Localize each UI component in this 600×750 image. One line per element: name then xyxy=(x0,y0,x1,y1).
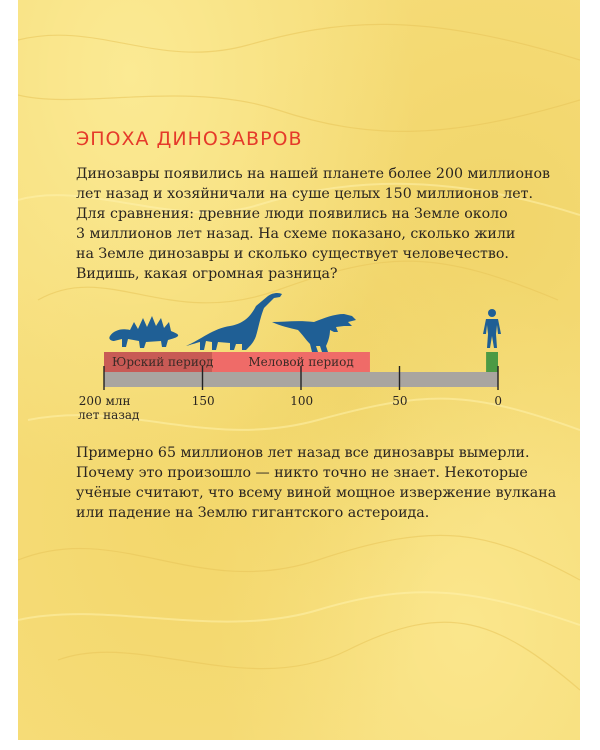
intro-line: 3 миллионов лет назад. На схеме показано, сколько жили xyxy=(76,226,516,242)
intro-line: Динозавры появились на нашей планете более 200 миллионов xyxy=(76,166,551,182)
tick-sublabel: лет назад xyxy=(78,408,140,422)
outro-line: учёные считают, что всему виной мощное извержение вулкана xyxy=(76,485,557,501)
book-page xyxy=(18,0,580,740)
intro-line: Видишь, какая огромная разница? xyxy=(76,266,338,282)
stegosaurus-icon xyxy=(109,316,178,348)
cretaceous-period-bar-label: Меловой период xyxy=(248,355,354,369)
tick-label: 0 xyxy=(494,394,503,408)
tick-label: 100 xyxy=(290,394,314,408)
outro-line: или падение на Землю гигантского астероида. xyxy=(76,505,430,521)
intro-line: Для сравнения: древние люди появились на Земле около xyxy=(76,206,508,222)
tick-label: 200 млн xyxy=(78,394,131,408)
jurassic-period-bar-label: Юрский период xyxy=(112,355,214,369)
timeline-graphic xyxy=(18,0,580,740)
intro-line: лет назад и хозяйничали на суше целых 150 миллионов лет. xyxy=(76,186,534,202)
tick-label: 50 xyxy=(392,394,408,408)
outro-line: Почему это произошло — никто точно не знает. Некоторые xyxy=(76,465,528,481)
human-icon xyxy=(483,309,501,348)
page-title: ЭПОХА ДИНОЗАВРОВ xyxy=(76,128,303,150)
outro-line: Примерно 65 миллионов лет назад все динозавры вымерли. xyxy=(76,445,530,461)
outro-paragraph xyxy=(76,443,556,523)
tyrannosaurus-icon xyxy=(272,314,356,352)
timeline-diagram xyxy=(18,0,580,740)
humans-bar xyxy=(486,352,498,372)
sauropod-icon xyxy=(186,293,282,350)
tick-label: 150 xyxy=(191,394,215,408)
intro-line: на Земле динозавры и сколько существует человечество. xyxy=(76,246,509,262)
